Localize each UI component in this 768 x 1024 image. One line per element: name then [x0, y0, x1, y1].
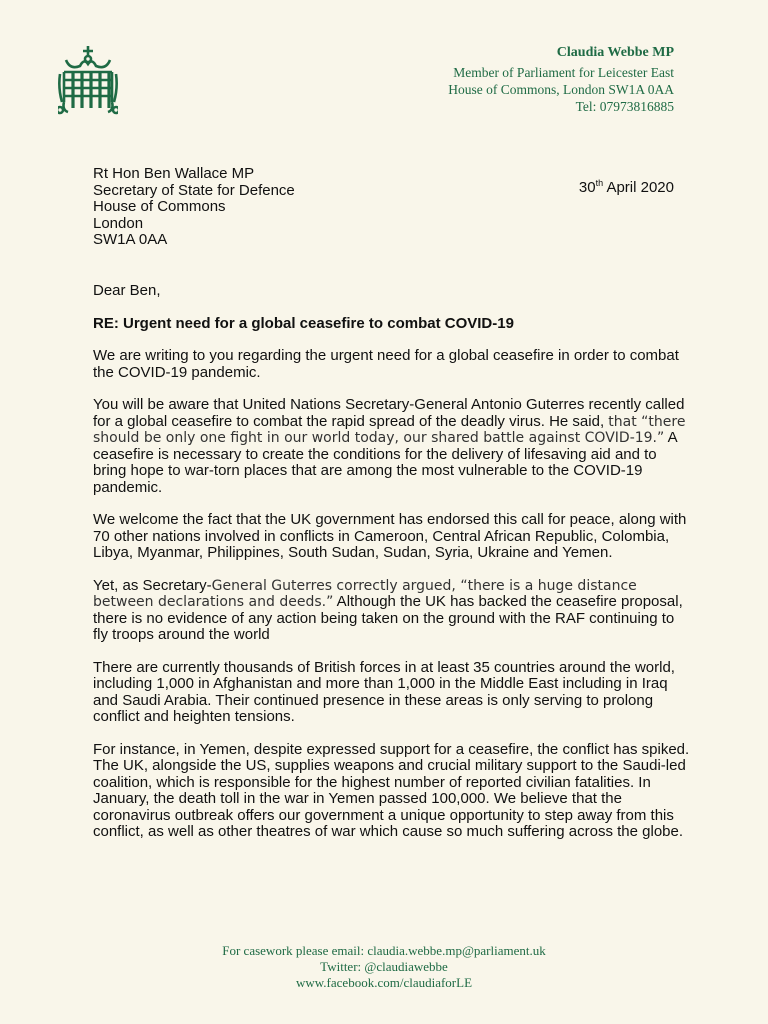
letter-body	[93, 283, 693, 857]
footer	[0, 943, 768, 991]
date-day: 30	[578, 179, 596, 196]
salutation: Dear Ben,	[93, 282, 161, 299]
portcullis-icon	[58, 44, 118, 116]
recipient-line: House of Commons	[93, 198, 226, 215]
subject-line: RE: Urgent need for a global ceasefire to combat COVID-19	[93, 314, 514, 332]
footer-facebook[interactable]: www.facebook.com/claudiaforLE	[295, 975, 473, 990]
paragraph-text: A ceasefire is necessary to create the conditions for the delivery of lifesaving aid and to bring hope to war-torn places that are among the most vulnerable to the COVID-19 pandemic.	[93, 429, 677, 496]
paragraph-text: You will be aware that United Nations Secretary-General Antonio Guterres recently called for a global ceasefire to combat the rapid spread of the deadly virus. He said,	[93, 396, 685, 430]
recipient-line: Secretary of State for Defence	[93, 181, 295, 199]
paragraph	[93, 578, 693, 644]
date-suffix: th	[595, 178, 604, 188]
footer-email[interactable]: For casework please email: claudia.webbe.mp@parliament.uk	[222, 943, 546, 958]
paragraph-text: Yet, as Secretary-	[93, 576, 212, 594]
date-rest: April 2020	[603, 179, 674, 196]
paragraph: We are writing to you regarding the urgent need for a global ceasefire in order to combat the COVID-19 pandemic.	[93, 347, 679, 381]
letterhead-address: House of Commons, London SW1A 0AA	[448, 82, 674, 97]
letterhead-name: Claudia Webbe MP	[556, 45, 674, 60]
quote-text: that “there should be only one fight in our world today, our shared battle against COVID-19.”	[93, 413, 686, 446]
footer-twitter[interactable]: Twitter: @claudiawebbe	[320, 959, 448, 974]
paragraph: For instance, in Yemen, despite expressed support for a ceasefire, the conflict has spiked. The UK, alongside the US, supplies weapons and crucial military support to the Saudi-led coalition, which is responsible for the highest number of reported civilian fatalities. In January, the death toll in the war in Yemen passed 100,000. We believe that the coronavirus outbreak offers our government a unique opportunity to step away from this conflict, as well as other theatres of war which cause so much suffering across the globe.	[93, 740, 690, 840]
paragraph	[93, 397, 693, 496]
letterhead-role: Member of Parliament for Leicester East	[453, 65, 674, 80]
letterhead	[448, 44, 674, 115]
paragraph: We welcome the fact that the UK government has endorsed this call for peace, along with 70 other nations involved in conflicts in Cameroon, Central African Republic, Colombia, Libya, Myanmar, Philippines, South Sudan, Sudan, Syria, Ukraine and Yemen.	[93, 511, 687, 561]
recipient-address	[93, 166, 295, 249]
paragraph: There are currently thousands of British forces in at least 35 countries around the world, including 1,000 in Afghanistan and more than 1,000 in the Middle East including in Iraq and Saudi Arabia. Their continued presence in these areas is only serving to prolong conflict and heighten tensions.	[93, 658, 675, 725]
recipient-line: London	[93, 214, 144, 232]
paragraph-text: Although the UK has backed the ceasefire proposal, there is no evidence of any action being taken on the ground with the RAF continuing to fly troops around the world	[93, 593, 683, 643]
recipient-line: SW1A 0AA	[93, 231, 168, 248]
quote-text: General Guterres correctly argued, “there is a huge distance between declarations and deeds.”	[93, 577, 637, 610]
recipient-line: Rt Hon Ben Wallace MP	[93, 165, 255, 182]
letterhead-tel: Tel: 07973816885	[575, 99, 674, 114]
letter-date	[579, 178, 674, 196]
